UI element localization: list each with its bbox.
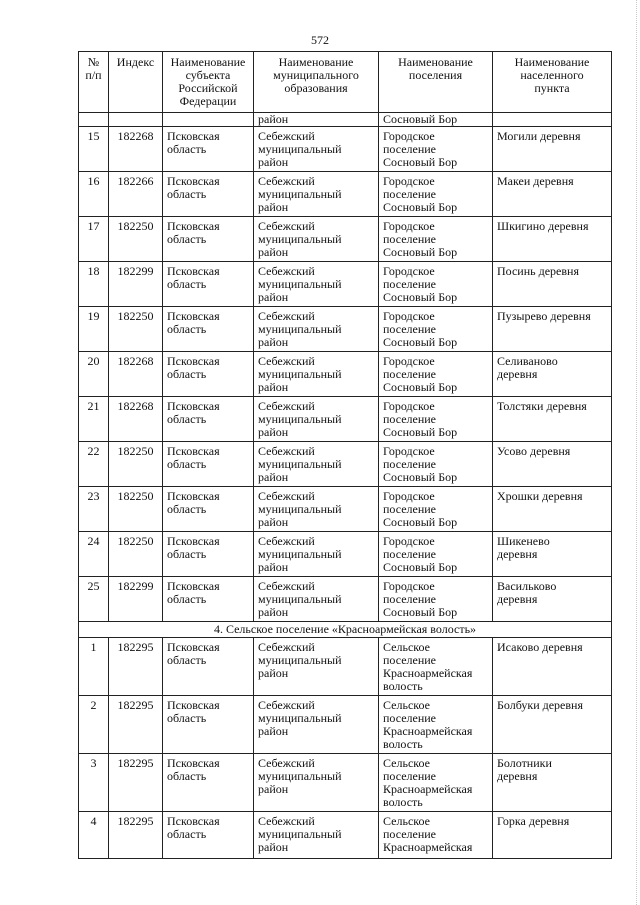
cell-line: район <box>258 425 289 439</box>
table-row <box>79 172 612 217</box>
cell-line: Сосновый Бор <box>383 155 458 169</box>
cell-line: Толстяки деревня <box>497 399 587 413</box>
cell-line: Красноармейская <box>383 666 473 680</box>
cell-line: район <box>258 782 289 796</box>
cell-line: область <box>167 547 207 561</box>
cell-settlement <box>379 442 493 487</box>
cell-index: 182266 <box>109 172 163 217</box>
cell-settlement <box>379 127 493 172</box>
cell-line: Себежский <box>258 756 315 770</box>
header-cell-index <box>109 52 163 113</box>
cell-line: Псковская <box>167 489 220 503</box>
cell-line: муниципального <box>273 68 359 82</box>
cell-line: Сосновый Бор <box>383 200 458 214</box>
cell-line: Сосновый Бор <box>383 470 458 484</box>
cell-subject <box>163 754 254 812</box>
cell-num: 23 <box>79 487 109 532</box>
cell-line: Себежский <box>258 219 315 233</box>
cell-line: область <box>167 653 207 667</box>
header-cell-num <box>79 52 109 113</box>
cell-line: Федерации <box>179 94 237 108</box>
cell-subject <box>163 262 254 307</box>
table-row <box>79 127 612 172</box>
cell-line: муниципальный <box>258 322 342 336</box>
cell-subject <box>163 442 254 487</box>
cell-line: Посинь деревня <box>497 264 579 278</box>
table-row <box>79 812 612 859</box>
cell-line: поселение <box>383 653 437 667</box>
cell-line: поселения <box>408 68 463 82</box>
cell-num: 19 <box>79 307 109 352</box>
cell-settlement <box>379 812 493 859</box>
cell-line: район <box>258 155 289 169</box>
cell-line: Хрошки деревня <box>497 489 583 503</box>
cell-line: Макеи деревня <box>497 174 574 188</box>
cell-line: пункта <box>534 81 570 95</box>
cell-municipality <box>254 352 379 397</box>
cell-line: Городское <box>383 354 435 368</box>
cell-line: область <box>167 592 207 606</box>
cell-line: район <box>258 200 289 214</box>
cell-locality <box>493 638 612 696</box>
cell-line: район <box>258 724 289 738</box>
cell-index: 182250 <box>109 442 163 487</box>
table-row <box>79 352 612 397</box>
cell-line: Псковская <box>167 129 220 143</box>
cell-line: Псковская <box>167 309 220 323</box>
cell-index: 182295 <box>109 812 163 859</box>
cell-line: Сосновый Бор <box>383 112 458 126</box>
cell-line: поселение <box>383 142 437 156</box>
cell-line: область <box>167 367 207 381</box>
cell-municipality <box>254 217 379 262</box>
cell-locality <box>493 307 612 352</box>
cell-line: Себежский <box>258 534 315 548</box>
cell-line: Себежский <box>258 579 315 593</box>
table-row <box>79 638 612 696</box>
table-row <box>79 487 612 532</box>
cell-line: поселение <box>383 187 437 201</box>
cell-settlement <box>379 487 493 532</box>
cell-subject <box>163 307 254 352</box>
cell-municipality <box>254 172 379 217</box>
cell-num: 15 <box>79 127 109 172</box>
cell-line: Городское <box>383 399 435 413</box>
cell-line: Сосновый Бор <box>383 560 458 574</box>
cell-line: населенного <box>520 68 584 82</box>
cell-index: 182268 <box>109 352 163 397</box>
cell-line: № <box>87 55 100 69</box>
cell-subject <box>163 812 254 859</box>
table-row <box>79 217 612 262</box>
cell-line: Себежский <box>258 698 315 712</box>
cell-line: Себежский <box>258 489 315 503</box>
cell-subject <box>163 127 254 172</box>
cell-settlement <box>379 307 493 352</box>
cell-line: образования <box>284 81 348 95</box>
cell-index: 182250 <box>109 307 163 352</box>
cell-municipality <box>254 754 379 812</box>
cell-num: 2 <box>79 696 109 754</box>
section-row <box>79 622 612 638</box>
table-row <box>79 696 612 754</box>
cell-line: Наименование <box>398 55 473 69</box>
table-row <box>79 442 612 487</box>
cell-index: 182295 <box>109 696 163 754</box>
table-row <box>79 397 612 442</box>
cell-line: Псковская <box>167 444 220 458</box>
cell-subject <box>163 217 254 262</box>
cell-line: Селиваново <box>497 354 558 368</box>
cell-locality <box>493 352 612 397</box>
header-cell-locality <box>493 52 612 113</box>
cell-line: Российской <box>178 81 238 95</box>
cell-line: муниципальный <box>258 187 342 201</box>
cell-settlement <box>379 113 493 127</box>
cell-line: Городское <box>383 219 435 233</box>
cell-line: Городское <box>383 579 435 593</box>
cell-line: поселение <box>383 232 437 246</box>
cell-line: Псковская <box>167 219 220 233</box>
cell-settlement <box>379 262 493 307</box>
cell-line: деревня <box>497 592 538 606</box>
cell-line: область <box>167 232 207 246</box>
cell-settlement <box>379 217 493 262</box>
cell-line: Себежский <box>258 264 315 278</box>
cell-line: Шикенево <box>497 534 550 548</box>
cell-line: Себежский <box>258 640 315 654</box>
cell-line: Сосновый Бор <box>383 245 458 259</box>
cell-line: область <box>167 457 207 471</box>
table-row <box>79 532 612 577</box>
cell-line: Пузырево деревня <box>497 309 591 323</box>
cell-municipality <box>254 532 379 577</box>
cell-line: муниципальный <box>258 232 342 246</box>
cell-line: поселение <box>383 769 437 783</box>
cell-index: 182295 <box>109 754 163 812</box>
cell-line: поселение <box>383 502 437 516</box>
cell-locality <box>493 812 612 859</box>
cell-line: Шкигино деревня <box>497 219 589 233</box>
cell-line: Городское <box>383 489 435 503</box>
cell-line: Сельское <box>383 814 430 828</box>
cell-line: Себежский <box>258 444 315 458</box>
cell-index: 182295 <box>109 638 163 696</box>
cell-num: 17 <box>79 217 109 262</box>
cell-subject <box>163 532 254 577</box>
cell-line: Сельское <box>383 698 430 712</box>
cell-line: Болотники <box>497 756 552 770</box>
cell-locality <box>493 532 612 577</box>
cell-subject <box>163 172 254 217</box>
cell-line: п/п <box>85 68 102 82</box>
cell-num: 20 <box>79 352 109 397</box>
cell-line: область <box>167 502 207 516</box>
cell-line: Себежский <box>258 354 315 368</box>
cell-locality <box>493 172 612 217</box>
cell-line: Псковская <box>167 534 220 548</box>
cell-line: Себежский <box>258 399 315 413</box>
cell-line: Наименование <box>278 55 354 69</box>
cell-line: Горка деревня <box>497 814 570 828</box>
cell-line: Псковская <box>167 756 220 770</box>
cell-line: Сосновый Бор <box>383 515 458 529</box>
cell-line: Индекс <box>116 55 155 69</box>
page-number: 572 <box>311 33 329 47</box>
cell-municipality <box>254 442 379 487</box>
cell-line: Красноармейская <box>383 724 473 738</box>
settlements-table <box>78 51 612 859</box>
cell-line: муниципальный <box>258 367 342 381</box>
cell-line: муниципальный <box>258 711 342 725</box>
cell-line: Сельское <box>383 640 430 654</box>
cell-line: район <box>258 380 289 394</box>
cell-line: муниципальный <box>258 142 342 156</box>
cell-index: 182268 <box>109 127 163 172</box>
cell-locality <box>493 113 612 127</box>
cell-line: Себежский <box>258 814 315 828</box>
cell-num: 18 <box>79 262 109 307</box>
cell-line: область <box>167 277 207 291</box>
cell-locality <box>493 487 612 532</box>
cell-num: 22 <box>79 442 109 487</box>
cell-num: 25 <box>79 577 109 622</box>
cell-settlement <box>379 638 493 696</box>
cell-line: Усово деревня <box>497 444 571 458</box>
cell-line: Городское <box>383 309 435 323</box>
cell-line: поселение <box>383 277 437 291</box>
cell-num: 16 <box>79 172 109 217</box>
cell-line: Псковская <box>167 399 220 413</box>
cell-subject <box>163 638 254 696</box>
header-cell-subject <box>163 52 254 113</box>
cell-line: Васильково <box>497 579 557 593</box>
cell-line: Городское <box>383 129 435 143</box>
cell-line: Псковская <box>167 814 220 828</box>
cell-line: волость <box>383 679 423 693</box>
cell-index: 182250 <box>109 487 163 532</box>
table-row-continuation <box>79 113 612 127</box>
cell-line: Городское <box>383 534 435 548</box>
cell-line: муниципальный <box>258 502 342 516</box>
cell-num <box>79 113 109 127</box>
cell-line: деревня <box>497 769 538 783</box>
cell-line: Городское <box>383 174 435 188</box>
cell-locality <box>493 577 612 622</box>
cell-line: Наименование <box>170 55 246 69</box>
cell-num: 1 <box>79 638 109 696</box>
header-cell-municipality <box>254 52 379 113</box>
cell-line: область <box>167 769 207 783</box>
section-title: 4. Сельское поселение «Красноармейская волость» <box>79 622 612 638</box>
cell-line: муниципальный <box>258 592 342 606</box>
cell-line: поселение <box>383 547 437 561</box>
cell-line: Себежский <box>258 309 315 323</box>
cell-line: муниципальный <box>258 769 342 783</box>
cell-num: 24 <box>79 532 109 577</box>
cell-line: Могили деревня <box>497 129 581 143</box>
cell-settlement <box>379 352 493 397</box>
cell-line: Себежский <box>258 174 315 188</box>
cell-locality <box>493 442 612 487</box>
cell-line: волость <box>383 737 423 751</box>
cell-line: область <box>167 322 207 336</box>
cell-subject <box>163 352 254 397</box>
cell-subject <box>163 397 254 442</box>
cell-index: 182250 <box>109 217 163 262</box>
cell-line: область <box>167 412 207 426</box>
cell-line: область <box>167 187 207 201</box>
cell-line: Сосновый Бор <box>383 425 458 439</box>
cell-line: Псковская <box>167 354 220 368</box>
cell-line: район <box>258 560 289 574</box>
cell-settlement <box>379 696 493 754</box>
cell-line: поселение <box>383 457 437 471</box>
cell-municipality <box>254 577 379 622</box>
table-header <box>79 52 612 113</box>
table-row <box>79 577 612 622</box>
cell-line: Псковская <box>167 174 220 188</box>
cell-line: муниципальный <box>258 412 342 426</box>
scan-edge-mark <box>636 0 640 905</box>
cell-line: Псковская <box>167 579 220 593</box>
cell-line: Псковская <box>167 698 220 712</box>
cell-index: 182299 <box>109 577 163 622</box>
cell-settlement <box>379 532 493 577</box>
table-row <box>79 262 612 307</box>
cell-locality <box>493 262 612 307</box>
cell-num: 21 <box>79 397 109 442</box>
cell-line: муниципальный <box>258 547 342 561</box>
cell-line: район <box>258 840 289 854</box>
cell-subject <box>163 577 254 622</box>
cell-index: 182250 <box>109 532 163 577</box>
cell-index: 182268 <box>109 397 163 442</box>
cell-line: Городское <box>383 264 435 278</box>
cell-line: район <box>258 666 289 680</box>
cell-num: 4 <box>79 812 109 859</box>
cell-line: Себежский <box>258 129 315 143</box>
cell-line: Городское <box>383 444 435 458</box>
cell-line: деревня <box>497 367 538 381</box>
cell-line: поселение <box>383 412 437 426</box>
cell-line: Псковская <box>167 640 220 654</box>
cell-municipality <box>254 262 379 307</box>
cell-index <box>109 113 163 127</box>
cell-municipality <box>254 127 379 172</box>
cell-subject <box>163 487 254 532</box>
cell-line: муниципальный <box>258 277 342 291</box>
cell-settlement <box>379 577 493 622</box>
cell-municipality <box>254 696 379 754</box>
cell-line: район <box>258 605 289 619</box>
cell-line: субъекта <box>185 68 231 82</box>
cell-line: поселение <box>383 711 437 725</box>
cell-line: район <box>258 515 289 529</box>
cell-locality <box>493 127 612 172</box>
cell-line: муниципальный <box>258 827 342 841</box>
cell-subject <box>163 696 254 754</box>
cell-line: поселение <box>383 592 437 606</box>
cell-line: поселение <box>383 322 437 336</box>
header-cell-settlement <box>379 52 493 113</box>
cell-line: район <box>258 245 289 259</box>
cell-municipality <box>254 812 379 859</box>
cell-line: Исаково деревня <box>497 640 583 654</box>
cell-municipality <box>254 487 379 532</box>
table-row <box>79 754 612 812</box>
cell-line: район <box>258 290 289 304</box>
cell-line: Наименование <box>514 55 590 69</box>
cell-municipality <box>254 638 379 696</box>
cell-line: Сосновый Бор <box>383 290 458 304</box>
cell-line: Красноармейская <box>383 840 473 854</box>
cell-line: область <box>167 711 207 725</box>
cell-line: Сосновый Бор <box>383 605 458 619</box>
cell-line: район <box>258 335 289 349</box>
cell-line: район <box>258 470 289 484</box>
cell-line: муниципальный <box>258 653 342 667</box>
cell-settlement <box>379 172 493 217</box>
cell-line: область <box>167 142 207 156</box>
cell-municipality <box>254 397 379 442</box>
cell-line: волость <box>383 795 423 809</box>
cell-line: поселение <box>383 367 437 381</box>
cell-line: Сосновый Бор <box>383 335 458 349</box>
cell-locality <box>493 696 612 754</box>
cell-line: Псковская <box>167 264 220 278</box>
cell-settlement <box>379 754 493 812</box>
cell-line: Сельское <box>383 756 430 770</box>
cell-line: Болбуки деревня <box>497 698 583 712</box>
cell-subject <box>163 113 254 127</box>
cell-num: 3 <box>79 754 109 812</box>
table-body <box>79 113 612 859</box>
cell-locality <box>493 217 612 262</box>
cell-index: 182299 <box>109 262 163 307</box>
cell-line: деревня <box>497 547 538 561</box>
cell-line: область <box>167 827 207 841</box>
cell-line: поселение <box>383 827 437 841</box>
cell-settlement <box>379 397 493 442</box>
cell-locality <box>493 754 612 812</box>
cell-line: Красноармейская <box>383 782 473 796</box>
header-row <box>79 52 612 113</box>
cell-municipality <box>254 113 379 127</box>
cell-municipality <box>254 307 379 352</box>
cell-line: район <box>258 112 289 126</box>
cell-line: Сосновый Бор <box>383 380 458 394</box>
table-row <box>79 307 612 352</box>
cell-locality <box>493 397 612 442</box>
cell-line: муниципальный <box>258 457 342 471</box>
